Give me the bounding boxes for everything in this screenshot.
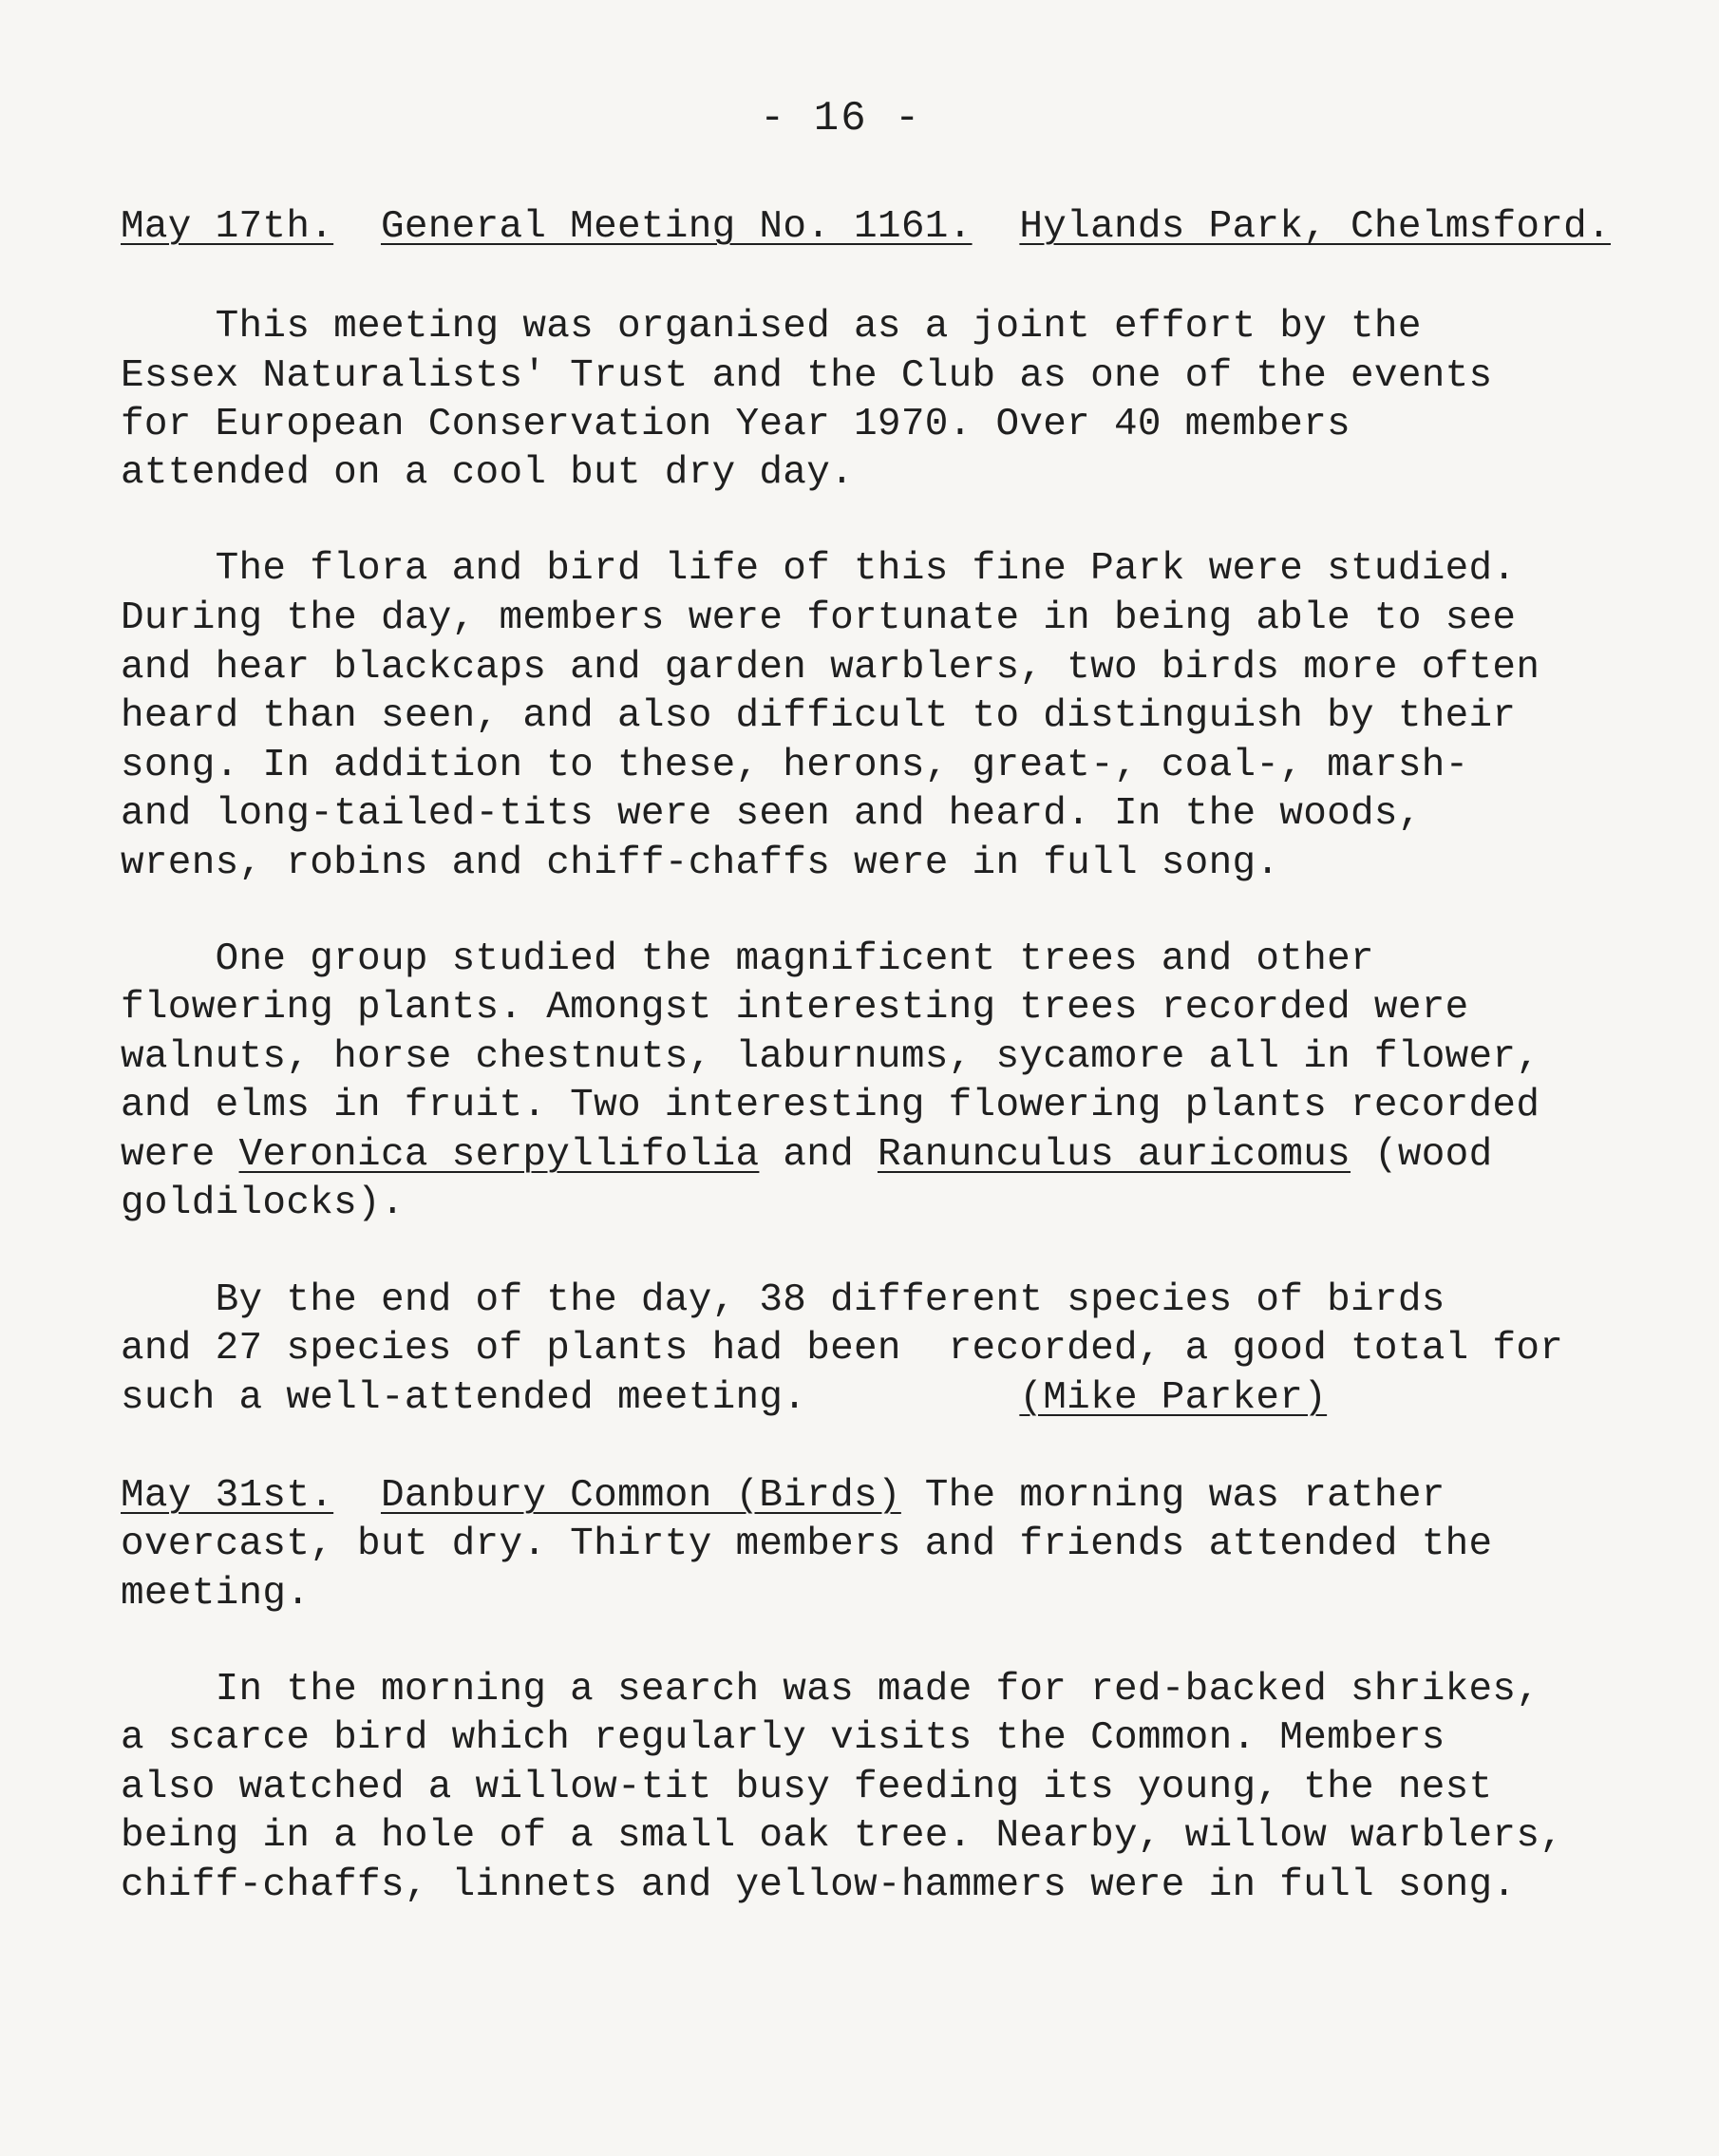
- text-fragment: such a well-attended meeting.: [121, 1376, 807, 1420]
- p3-line: flowering plants. Amongst interesting trees recorded were: [121, 986, 1469, 1030]
- p6-line: chiff-chaffs, linnets and yellow-hammers were in full song.: [121, 1863, 1517, 1907]
- p5-line: meeting.: [121, 1572, 311, 1616]
- p2-line: and long-tailed-tits were seen and heard. In the woods,: [121, 792, 1422, 836]
- p6-line: also watched a willow-tit busy feeding its young, the nest: [121, 1766, 1493, 1809]
- heading2-title: Danbury Common (Birds): [380, 1474, 901, 1518]
- p4-line: and 27 species of plants had been recorded, a good total for: [121, 1327, 1564, 1371]
- heading1-place: Hylands Park, Chelmsford.: [1019, 205, 1611, 249]
- p1-line: This meeting was organised as a joint effort by the: [121, 305, 1422, 349]
- p6-line: being in a hole of a small oak tree. Nearby, willow warblers,: [121, 1814, 1564, 1858]
- text-fragment: were: [121, 1133, 239, 1177]
- p3-line: One group studied the magnificent trees and other: [121, 937, 1374, 981]
- p3-species-line: [121, 1130, 1492, 1180]
- species-veronica: Veronica serpyllifolia: [238, 1133, 760, 1177]
- text-fragment: (wood: [1351, 1133, 1493, 1177]
- p2-line: The flora and bird life of this fine Park were studied.: [121, 547, 1517, 591]
- heading-danbury-common: [121, 1471, 1445, 1521]
- species-ranunculus: Ranunculus auricomus: [877, 1133, 1351, 1177]
- p3-line: goldilocks).: [121, 1182, 405, 1225]
- text-fragment: and: [759, 1133, 878, 1177]
- heading2-date: May 31st.: [121, 1474, 334, 1518]
- p6-line: a scarce bird which regularly visits the Common. Members: [121, 1716, 1445, 1760]
- heading-general-meeting: [121, 202, 1611, 252]
- author-signature: (Mike Parker): [1019, 1376, 1328, 1420]
- p1-line: Essex Naturalists' Trust and the Club as one of the events: [121, 354, 1493, 398]
- p3-line: and elms in fruit. Two interesting flowering plants recorded: [121, 1084, 1540, 1127]
- p2-line: heard than seen, and also difficult to distinguish by their: [121, 694, 1517, 738]
- p2-line: wrens, robins and chiff-chaffs were in full song.: [121, 842, 1280, 885]
- heading1-title: General Meeting No. 1161.: [380, 205, 973, 249]
- page-number: - 16 -: [760, 95, 922, 142]
- p2-line: and hear blackcaps and garden warblers, two birds more often: [121, 646, 1540, 690]
- p6-line: In the morning a search was made for red-backed shrikes,: [121, 1668, 1540, 1712]
- p1-line: for European Conservation Year 1970. Over 40 members: [121, 403, 1351, 446]
- p3-line: walnuts, horse chestnuts, laburnums, sycamore all in flower,: [121, 1035, 1540, 1079]
- p4-line: By the end of the day, 38 different species of birds: [121, 1278, 1445, 1322]
- heading2-rest: The morning was rather: [900, 1474, 1445, 1518]
- p1-line: attended on a cool but dry day.: [121, 451, 855, 495]
- heading1-date: May 17th.: [121, 205, 334, 249]
- p4-signature-line: [121, 1373, 1327, 1423]
- p2-line: During the day, members were fortunate in being able to see: [121, 596, 1517, 640]
- p2-line: song. In addition to these, herons, great-, coal-, marsh-: [121, 744, 1469, 787]
- p5-line: overcast, but dry. Thirty members and friends attended the: [121, 1522, 1493, 1566]
